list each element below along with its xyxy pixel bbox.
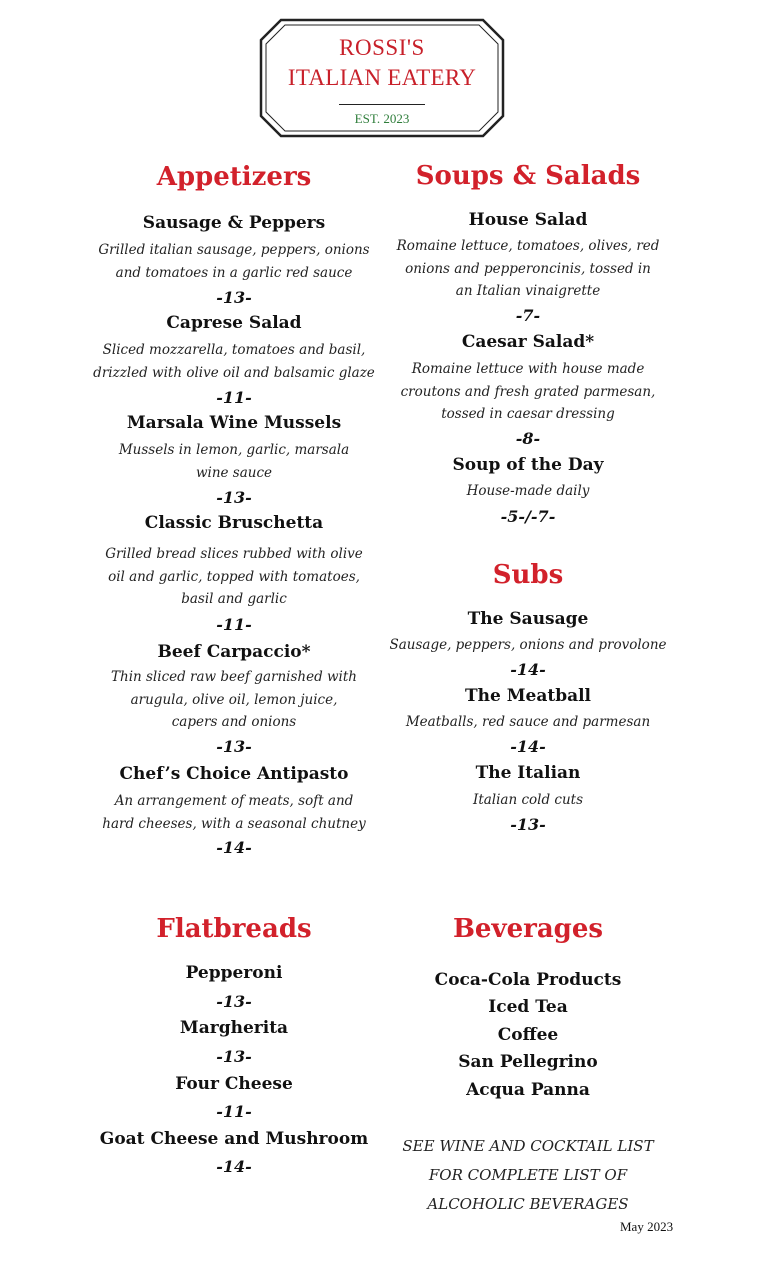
menu-item-name: Chef’s Choice Antipasto — [119, 764, 349, 784]
menu-item-description: House-made daily — [466, 483, 590, 499]
beverage-item: Acqua Panna — [466, 1080, 590, 1100]
menu-item-name: The Italian — [475, 763, 581, 783]
menu-item-description: Romaine lettuce, tomatoes, olives, red onions and pepperoncinis, tossed in an Italian vinaigrette — [396, 238, 660, 299]
beverage-item: Coffee — [497, 1025, 559, 1045]
menu-item-price: -13- — [216, 488, 252, 507]
menu-item-price: -11- — [216, 615, 252, 634]
menu-item-name: Four Cheese — [175, 1074, 293, 1094]
menu-item-name: Soup of the Day — [452, 455, 604, 475]
menu-item-price: -5-/-7- — [500, 507, 556, 526]
menu-item-price: -7- — [515, 306, 541, 325]
menu-item-description: Italian cold cuts — [472, 792, 584, 808]
beverage-item: Coca-Cola Products — [434, 970, 622, 990]
menu-item-price: -13- — [216, 288, 252, 307]
menu-item-description: Thin sliced raw beef garnished with arugula, olive oil, lemon juice, capers and onions — [111, 669, 357, 730]
menu-item-description: Meatballs, red sauce and parmesan — [405, 714, 651, 730]
appetizers-title: Appetizers — [156, 162, 312, 192]
menu-item-name: Marsala Wine Mussels — [126, 413, 342, 433]
menu-item-price: -13- — [216, 737, 252, 756]
flatbreads-section — [84, 0, 384, 1190]
logo-established: EST. 2023 — [354, 111, 410, 126]
menu-item-name: Goat Cheese and Mushroom — [99, 1129, 369, 1149]
subs-title: Subs — [492, 560, 564, 590]
menu-item-price: -13- — [216, 1047, 252, 1066]
menu-item-price: -14- — [216, 838, 252, 857]
logo-subtitle: ITALIAN EATERY — [287, 65, 477, 90]
menu-item-name: Sausage & Peppers — [142, 213, 326, 233]
beverage-item: San Pellegrino — [458, 1052, 598, 1072]
menu-date: May 2023 — [620, 1219, 674, 1234]
menu-item-price: -11- — [216, 1102, 252, 1121]
menu-item-description: Mussels in lemon, garlic, marsala wine sauce — [118, 442, 350, 481]
alcohol-note: SEE WINE AND COCKTAIL LIST FOR COMPLETE LIST OF ALCOHOLIC BEVERAGES — [402, 1137, 654, 1213]
beverage-item: Iced Tea — [488, 997, 568, 1017]
beverages-title: Beverages — [452, 914, 604, 944]
beverages-section — [378, 0, 678, 1220]
menu-item-name: Beef Carpaccio* — [157, 642, 311, 662]
menu-item-price: -14- — [510, 660, 546, 679]
menu-item-name: Caesar Salad* — [461, 332, 595, 352]
menu-item-description: Grilled bread slices rubbed with olive oil and garlic, topped with tomatoes, basil and garlic — [105, 546, 363, 607]
menu-item-name: Margherita — [179, 1018, 289, 1038]
menu-item-description: An arrangement of meats, soft and hard cheeses, with a seasonal chutney — [102, 793, 366, 832]
menu-item-name: Pepperoni — [185, 963, 283, 983]
menu-item-name: Classic Bruschetta — [144, 513, 324, 533]
menu-item-price: -13- — [510, 815, 546, 834]
menu-item-description: Grilled italian sausage, peppers, onions and tomatoes in a garlic red sauce — [98, 242, 370, 281]
menu-item-price: -8- — [515, 429, 541, 448]
menu-item-name: The Meatball — [464, 686, 592, 706]
menu-item-price: -13- — [216, 992, 252, 1011]
menu-item-description: Sausage, peppers, onions and provolone — [389, 637, 667, 653]
menu-item-name: The Sausage — [467, 609, 589, 629]
menu-item-description: Sliced mozzarella, tomatoes and basil, drizzled with olive oil and balsamic glaze — [93, 342, 375, 381]
menu-item-name: Caprese Salad — [166, 313, 302, 333]
logo-name: ROSSI'S — [339, 35, 425, 60]
menu-item-description: Romaine lettuce with house made croutons and fresh grated parmesan, tossed in caesar dressing — [400, 361, 656, 422]
menu-item-price: -14- — [510, 737, 546, 756]
soups-salads-title: Soups & Salads — [415, 161, 641, 191]
menu-item-price: -14- — [216, 1157, 252, 1176]
flatbreads-title: Flatbreads — [156, 914, 312, 944]
menu-item-price: -11- — [216, 388, 252, 407]
menu-item-name: House Salad — [468, 210, 588, 230]
